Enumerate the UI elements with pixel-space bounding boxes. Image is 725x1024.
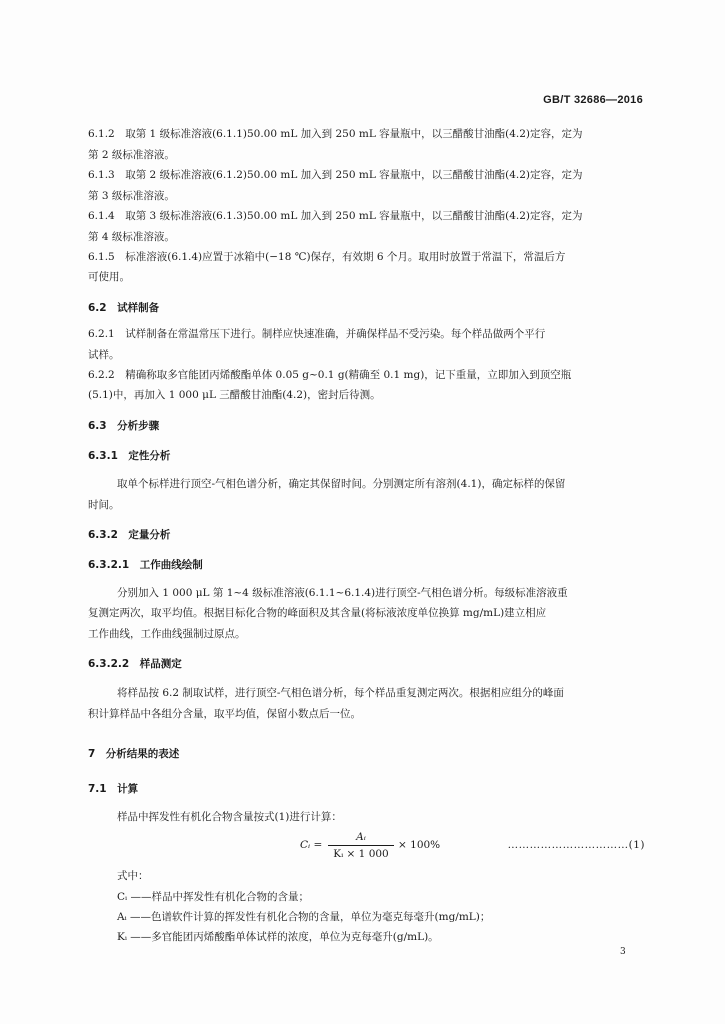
para-6-3-2-2: 将样品按 6.2 制取试样，进行顶空-气相色谱分析，每个样品重复测定两次。根据相应组分的峰面 xyxy=(117,687,564,699)
formula-lhs: Cᵢ = xyxy=(300,839,323,851)
heading-6-3-2: 6.3.2 定量分析 xyxy=(88,529,171,541)
heading-7-1: 7.1 计算 xyxy=(88,783,139,795)
heading-6-3-1: 6.3.1 定性分析 xyxy=(88,450,171,462)
fraction-bar xyxy=(328,845,394,846)
page-number: 3 xyxy=(620,947,626,957)
heading-6-3-2-1: 6.3.2.1 工作曲线绘制 xyxy=(88,559,203,571)
standard-number: GB/T 32686—2016 xyxy=(543,94,643,106)
clause-6-2-1-cont: 试样。 xyxy=(88,349,120,361)
para-6-3-2-1-cont-2: 工作曲线，工作曲线强制过原点。 xyxy=(88,628,246,640)
clause-6-1-2-cont: 第 2 级标准溶液。 xyxy=(88,149,175,161)
formula-numerator: Aᵢ xyxy=(356,831,366,843)
where-label: 式中： xyxy=(117,870,149,882)
para-6-3-2-2-cont: 积计算样品中各组分含量，取平均值，保留小数点后一位。 xyxy=(88,708,361,720)
clause-6-2-2-cont: (5.1)中，再加入 1 000 μL 三醋酸甘油酯(4.2)，密封后待测。 xyxy=(88,389,381,401)
clause-6-1-2: 6.1.2 取第 1 级标准溶液(6.1.1)50.00 mL 加入到 250 mL 容量瓶中，以三醋酸甘油酯(4.2)定容，定为 xyxy=(88,128,583,140)
clause-6-1-5: 6.1.5 标准溶液(6.1.4)应置于冰箱中(−18 ℃)保存，有效期 6 个月。取用时放置于常温下，常温后方 xyxy=(88,251,566,263)
para-6-3-2-1-cont-1: 复测定两次，取平均值。根据目标化合物的峰面积及其含量(将标液浓度单位换算 mg/mL)建立相应 xyxy=(88,607,547,619)
clause-6-1-5-cont: 可使用。 xyxy=(88,271,130,283)
equation-number: ……………………………(1) xyxy=(507,839,645,851)
heading-7: 7 分析结果的表述 xyxy=(88,748,180,760)
var-ai: Aᵢ ——色谱软件计算的挥发性有机化合物的含量，单位为毫克每毫升(mg/mL)； xyxy=(117,911,491,923)
clause-6-2-1: 6.2.1 试样制备在常温常压下进行。制样应快速准确，并确保样品不受污染。每个样品做两个平行 xyxy=(88,328,546,340)
formula-denominator: Kᵢ × 1 000 xyxy=(333,848,389,860)
formula-tail: × 100% xyxy=(398,839,441,851)
clause-6-2-2: 6.2.2 精确称取多官能团丙烯酸酯单体 0.05 g~0.1 g(精确至 0.1 mg)，记下重量，立即加入到顶空瓶 xyxy=(88,369,572,381)
para-7-1: 样品中挥发性有机化合物含量按式(1)进行计算： xyxy=(117,811,342,823)
para-6-3-1: 取单个标样进行顶空-气相色谱分析，确定其保留时间。分别测定所有溶剂(4.1)，确定标样的保留 xyxy=(117,478,566,490)
formula-fraction xyxy=(328,830,394,861)
para-6-3-1-cont: 时间。 xyxy=(88,499,120,511)
heading-6-3-2-2: 6.3.2.2 样品测定 xyxy=(88,658,182,670)
para-6-3-2-1: 分别加入 1 000 μL 第 1~4 级标准溶液(6.1.1~6.1.4)进行顶空-气相色谱分析。每级标准溶液重 xyxy=(117,587,568,599)
heading-6-3: 6.3 分析步骤 xyxy=(88,420,160,432)
formula-1 xyxy=(300,830,500,862)
clause-6-1-4-cont: 第 4 级标准溶液。 xyxy=(88,231,175,243)
heading-6-2: 6.2 试样制备 xyxy=(88,302,160,314)
clause-6-1-3: 6.1.3 取第 2 级标准溶液(6.1.2)50.00 mL 加入到 250 mL 容量瓶中，以三醋酸甘油酯(4.2)定容，定为 xyxy=(88,169,583,181)
clause-6-1-3-cont: 第 3 级标准溶液。 xyxy=(88,190,175,202)
var-ki: Kᵢ ——多官能团丙烯酸酯单体试样的浓度，单位为克每毫升(g/mL)。 xyxy=(117,931,439,943)
var-ci: Cᵢ ——样品中挥发性有机化合物的含量； xyxy=(117,891,309,903)
clause-6-1-4: 6.1.4 取第 3 级标准溶液(6.1.3)50.00 mL 加入到 250 mL 容量瓶中，以三醋酸甘油酯(4.2)定容，定为 xyxy=(88,210,583,222)
